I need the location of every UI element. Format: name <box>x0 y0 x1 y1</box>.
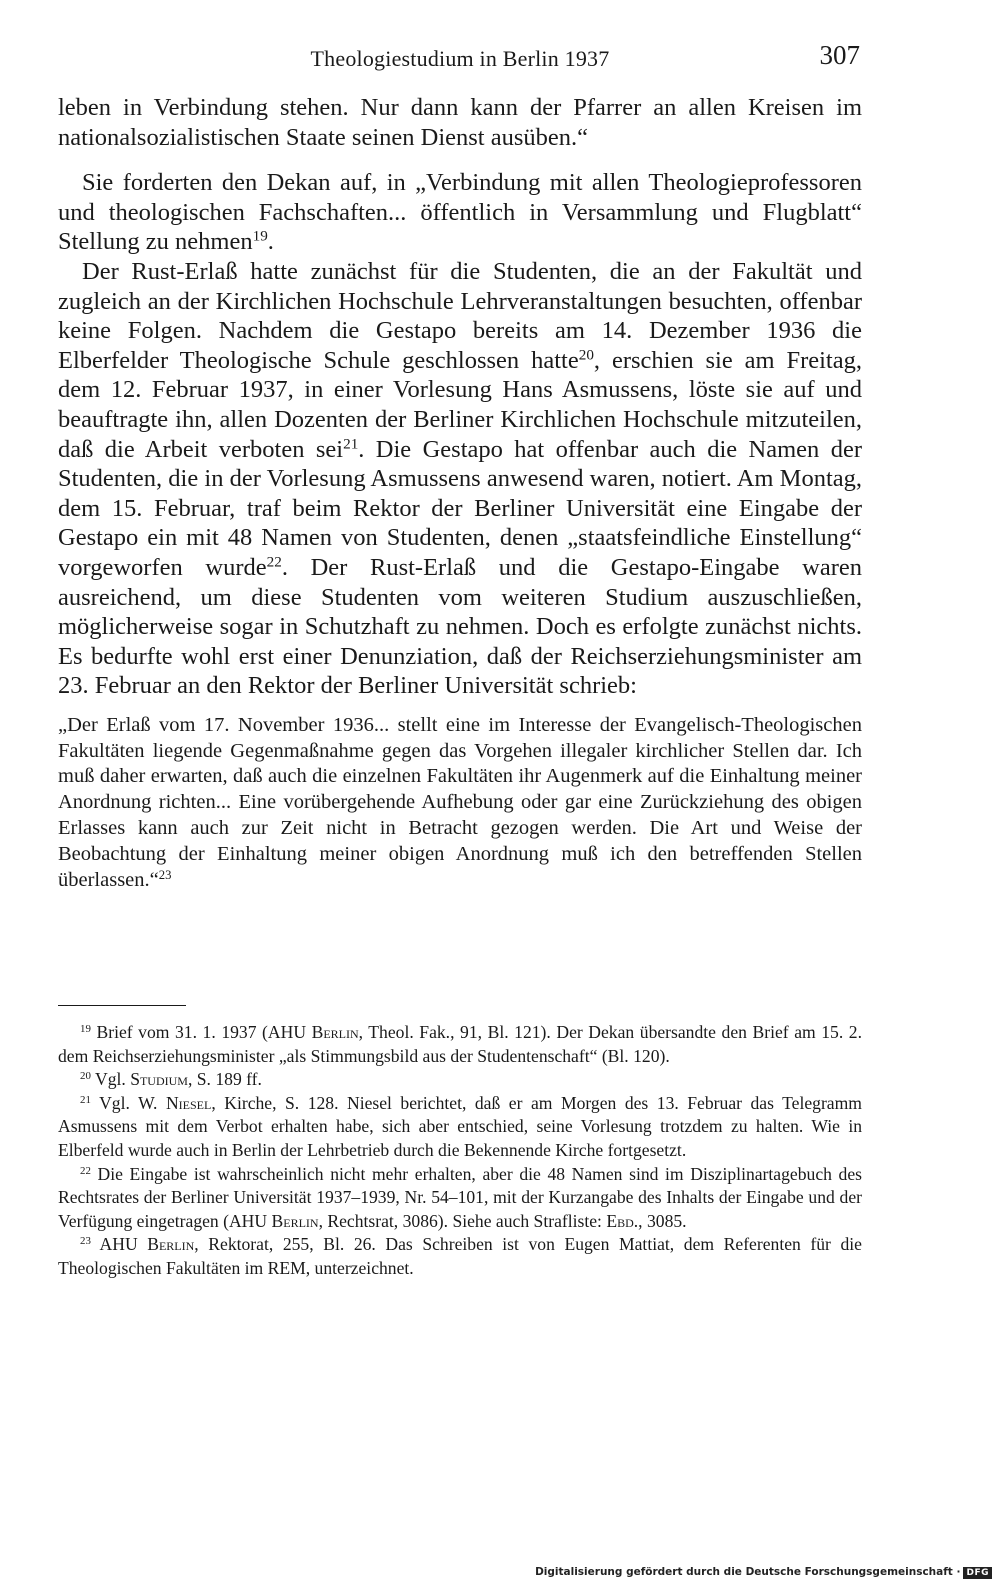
footnote-22 <box>58 1163 862 1234</box>
footnote-rule <box>58 1005 186 1006</box>
footnote-20 <box>58 1068 862 1092</box>
footnote-text: , Rechtsrat, 3086). Siehe auch Strafliste: <box>318 1210 607 1231</box>
running-title: Theologiestudium in Berlin 1937 <box>310 46 610 71</box>
footnote-number: 22 <box>80 1164 91 1177</box>
footnote-ref[interactable]: 23 <box>158 867 172 882</box>
footnote-text: , 3085. <box>638 1210 687 1231</box>
main-text <box>58 93 862 893</box>
digitization-credit <box>535 1566 992 1579</box>
block-quote <box>58 713 862 894</box>
page-number: 307 <box>819 40 860 70</box>
footnote-23 <box>58 1233 862 1280</box>
footnote-19 <box>58 1021 862 1068</box>
paragraph-text: . <box>267 228 274 256</box>
footnote-smallcaps: Berlin <box>311 1022 359 1042</box>
running-header <box>60 40 860 74</box>
footnote-text: Brief vom 31. 1. 1937 (AHU <box>96 1022 312 1042</box>
footnote-text: , Theol. Fak., 91, Bl. 121). Der Dekan übersandte den Brief am 15. 2. dem Reichserziehungsminister „als Stimmungsbild aus der Studentenschaft“ (Bl. 120). <box>58 1022 862 1066</box>
paragraph <box>58 168 862 257</box>
footnote-smallcaps: Studium <box>130 1069 188 1090</box>
footnote-ref[interactable]: 22 <box>266 553 282 571</box>
footnote-number: 23 <box>80 1235 91 1248</box>
footnote-21 <box>58 1092 862 1163</box>
footnote-text: , Rektorat, 255, Bl. 26. Das Schreiben ist von Eugen Mattiat, dem Referenten für die Theologischen Fakultäten im REM, unterzeichnet. <box>58 1234 862 1278</box>
footnote-number: 20 <box>80 1070 91 1083</box>
footnote-smallcaps: Berlin <box>271 1210 319 1231</box>
footnote-text: Vgl. <box>95 1069 131 1090</box>
quote-text: „Der Erlaß vom 17. November 1936... stellt eine im Interesse der Evangelisch-Theologischen Fakultäten liegende Gegenmaßnahme gegen das Vorgehen illegaler kirchlicher Stellen dar. Ich muß daher erwarten, daß auch die einzelnen Fakultäten ihr Augenmerk auf die Einhaltung meiner Anordnung richten... Eine vorübergehende Aufhebung oder gar eine Zurückziehung des obigen Erlasses kann auch zur Zeit nicht in Betracht gezogen werden. Die Art und Weise der Beobachtung der Einhaltung meiner obigen Anordnung muß ich den betreffenden Stellen überlassen.“ <box>58 713 862 891</box>
paragraph-text: . Die Gestapo hat offenbar auch die Namen der Studenten, die in der Vorlesung Asmussens anwesend waren, notiert. Am Montag, dem 15. Februar, traf beim Rektor der Berliner Universität eine Eingabe der Gestapo ein mit 48 Namen von Studenten, denen „staatsfeindliche Einstellung“ vorgeworfen wurde <box>58 435 862 581</box>
footnote-number: 19 <box>80 1023 91 1035</box>
footnote-ref[interactable]: 19 <box>252 228 268 246</box>
footnote-ref[interactable]: 20 <box>578 346 594 364</box>
paragraph-text: Sie forderten den Dekan auf, in „Verbindung mit allen Theologieprofessoren und theologischen Fachschaften... öffentlich in Versammlung und Flugblatt“ Stellung zu nehmen <box>58 169 862 256</box>
dfg-logo: DFG <box>963 1567 992 1579</box>
paragraph-text: , erschien sie am Freitag, dem 12. Februar 1937, in einer Vorlesung Hans Asmussens, löste sie auf und beauftragte ihn, allen Dozenten der Berliner Kirchlichen Hochschule mitzuteilen, daß die Arbeit verboten sei <box>58 346 862 463</box>
footnote-text: , Kirche, S. 128. Niesel berichtet, daß er am Morgen des 13. Februar das Telegramm Asmussens mit dem Verbot erhalten habe, sich aber entschied, seine Vorlesung trotzdem zu halten. Wie in Elberfeld wurde auch in Berlin der Lehrbetrieb durch die Bekennende Kirche fortgesetzt. <box>58 1092 862 1160</box>
footnote-text: Die Eingabe ist wahrscheinlich nicht mehr erhalten, aber die 48 Namen sind im Disziplinartagebuch des Rechtsrates der Berliner Universität 1937–1939, Nr. 54–101, mit der Kurzangabe des Inhalts der Eingabe und der Verfügung eingetragen (AHU <box>58 1163 862 1231</box>
paragraph-continuation: leben in Verbindung stehen. Nur dann kann der Pfarrer an allen Kreisen im nationalsozialistischen Staate seinen Dienst ausüben.“ <box>58 94 862 151</box>
footnote-text: , S. 189 ff. <box>187 1069 262 1090</box>
footnote-text: AHU <box>99 1234 148 1255</box>
footnote-ref[interactable]: 21 <box>343 435 359 453</box>
footnote-number: 21 <box>80 1093 91 1106</box>
paragraph-text: Der Rust-Erlaß hatte zunächst für die Studenten, die an der Fakultät und zugleich an der Kirchlichen Hochschule Lehrveranstaltungen besuchten, offenbar keine Folgen. Nachdem die Gestapo bereits am 14. Dezember 1936 die Elberfelder Theologische Schule geschlossen hatte <box>58 257 862 374</box>
footnote-smallcaps: Ebd. <box>606 1210 639 1231</box>
paragraph <box>58 257 862 701</box>
credit-text: Digitalisierung gefördert durch die Deutsche Forschungsgemeinschaft · <box>535 1566 961 1578</box>
paragraph-gap <box>58 701 862 713</box>
footnote-text: Vgl. W. <box>99 1092 166 1113</box>
footnote-smallcaps: Berlin <box>147 1234 195 1255</box>
paragraph-gap <box>58 152 862 168</box>
footnotes <box>58 1021 862 1281</box>
footnote-smallcaps: Niesel <box>165 1092 212 1113</box>
paragraph-text: . Der Rust-Erlaß und die Gestapo-Eingabe waren ausreichend, um diese Studenten vom weiteren Studium auszuschließen, möglicherweise sogar in Schutzhaft zu nehmen. Doch es erfolgte zunächst nichts. Es bedurfte wohl erst einer Denunziation, daß der Reichserziehungsminister am 23. Februar an den Rektor der Berliner Universität schrieb: <box>58 553 863 700</box>
